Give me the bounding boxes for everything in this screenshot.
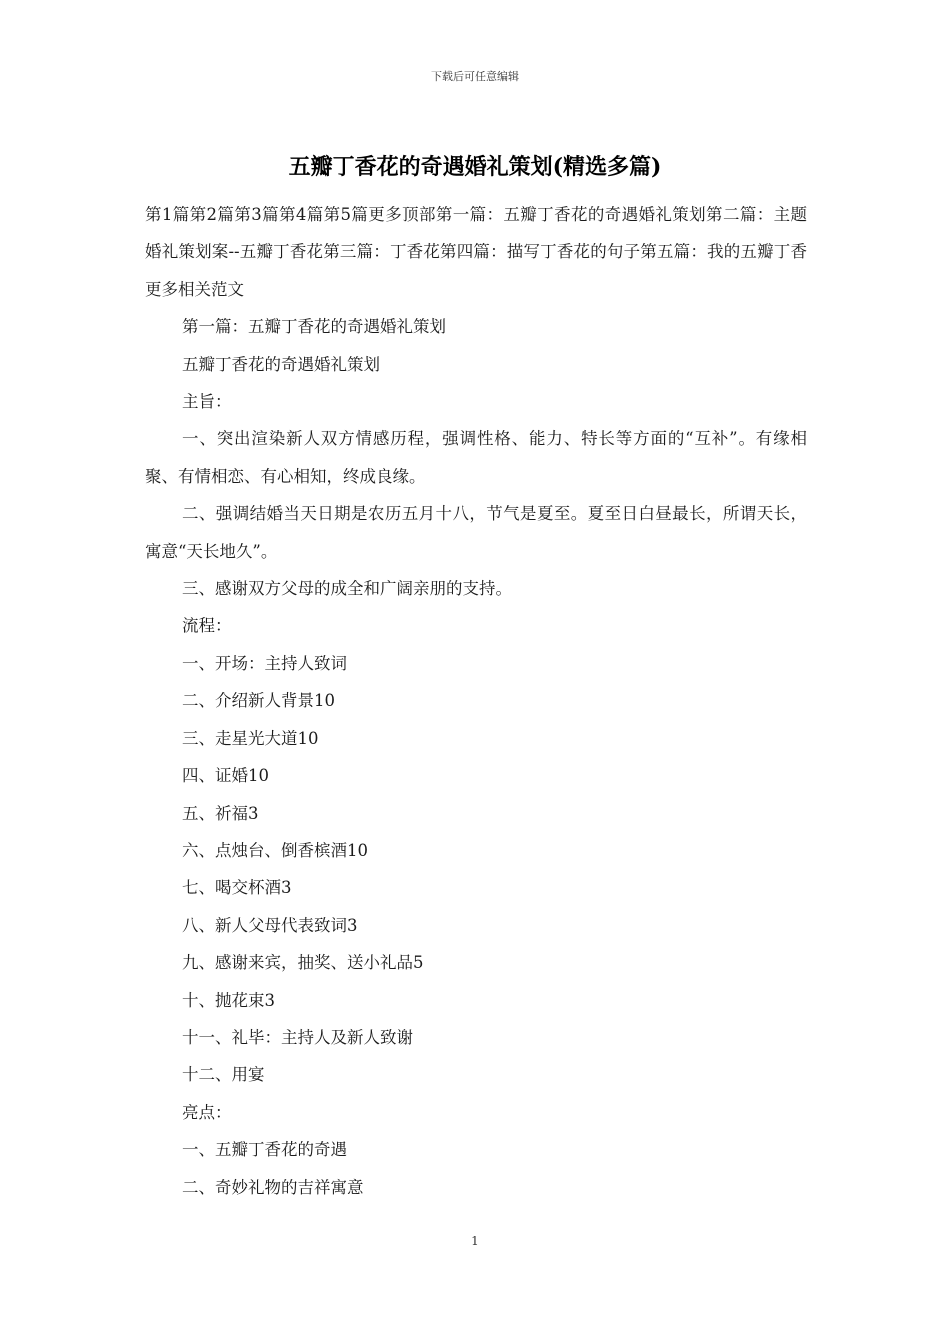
- paragraph-19: 十二、用宴: [182, 1065, 265, 1085]
- paragraph-12: 五、祈福3: [182, 803, 259, 823]
- paragraph-11: 四、证婚10: [182, 766, 269, 786]
- paragraph-5: 二、强调结婚当天日期是农历五月十八，节气是夏至。夏至日白昼最长，所谓天长，寓意“天长地久”。: [145, 504, 807, 561]
- paragraph-16: 九、感谢来宾，抽奖、送小礼品5: [182, 953, 424, 973]
- paragraph-7: 流程：: [182, 616, 232, 636]
- paragraph-20: 亮点：: [182, 1102, 232, 1122]
- paragraph-3: 主旨：: [182, 392, 232, 412]
- paragraph-4: 一、突出渲染新人双方情感历程，强调性格、能力、特长等方面的“互补”。有缘相聚、有情相恋、有心相知，终成良缘。: [145, 429, 807, 486]
- document-title: 五瓣丁香花的奇遇婚礼策划(精选多篇): [288, 154, 662, 180]
- header-note: 下载后可任意编辑: [431, 70, 519, 83]
- paragraph-6: 三、感谢双方父母的成全和广阔亲朋的支持。: [182, 579, 512, 599]
- table-of-contents-line: 第1篇第2篇第3篇第4篇第5篇更多顶部第一篇：五瓣丁香花的奇遇婚礼策划第二篇：主题婚礼策划案--五瓣丁香花第三篇：丁香花第四篇：描写丁香花的句子第五篇：我的五瓣丁香更多相关范文: [145, 205, 807, 299]
- paragraph-13: 六、点烛台、倒香槟酒10: [182, 840, 368, 860]
- paragraph-22: 二、奇妙礼物的吉祥寓意: [182, 1177, 364, 1197]
- paragraph-9: 二、介绍新人背景10: [182, 691, 335, 711]
- paragraph-14: 七、喝交杯酒3: [182, 878, 292, 898]
- paragraph-17: 十、抛花束3: [182, 990, 275, 1010]
- paragraph-1: 第一篇：五瓣丁香花的奇遇婚礼策划: [182, 317, 446, 337]
- paragraph-21: 一、五瓣丁香花的奇遇: [182, 1140, 347, 1160]
- paragraph-15: 八、新人父母代表致词3: [182, 915, 358, 935]
- paragraph-8: 一、开场：主持人致词: [182, 653, 347, 673]
- paragraph-2: 五瓣丁香花的奇遇婚礼策划: [182, 354, 380, 374]
- paragraph-18: 十一、礼毕：主持人及新人致谢: [182, 1027, 413, 1047]
- page-number: 1: [471, 1234, 479, 1248]
- paragraph-10: 三、走星光大道10: [182, 728, 319, 748]
- document-body: [145, 196, 807, 1206]
